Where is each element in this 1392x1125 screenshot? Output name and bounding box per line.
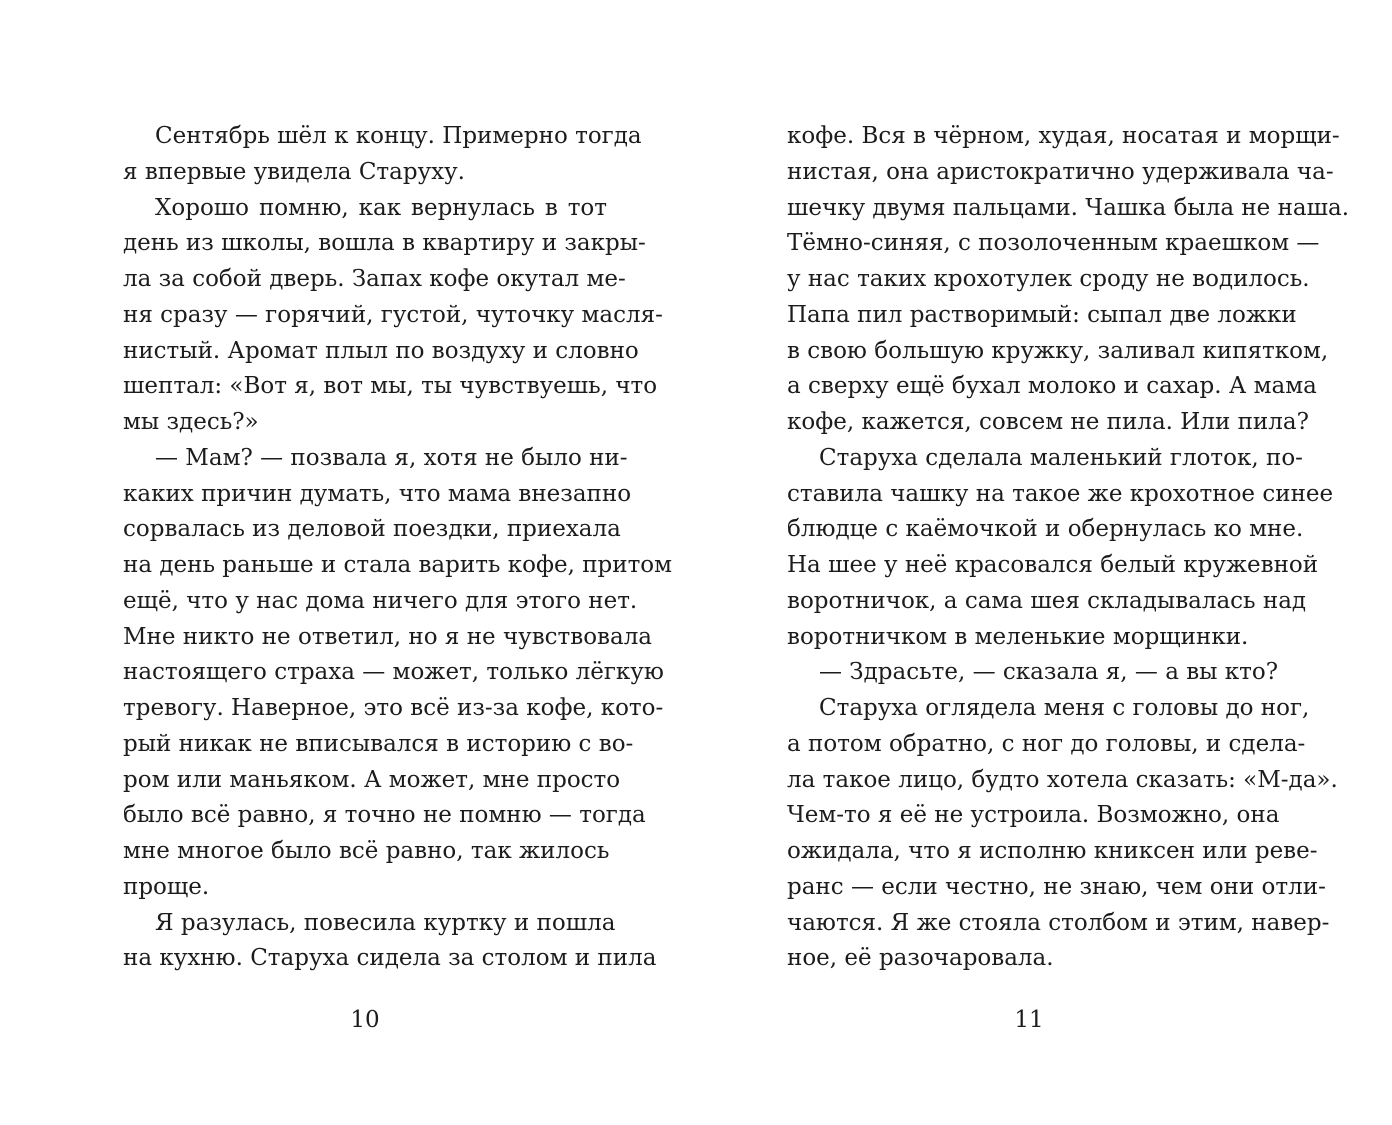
text-line: кофе, кажется, совсем не пила. Или пила?: [787, 409, 1309, 435]
text-line: мне многое было всё равно, так жилось: [123, 838, 610, 864]
text-line: Хорошо помню, как вернулась в тот: [155, 194, 607, 221]
text-line: Тёмно-синяя, с позолоченным краешком —: [787, 230, 1320, 257]
text-line: воротничком в меленькие морщинки.: [787, 623, 1249, 650]
text-line: — Здрасьте, — сказала я, — а вы кто?: [819, 659, 1279, 686]
text-line: а сверху ещё бухал молоко и сахар. А мама: [787, 373, 1317, 400]
text-line: ожидала, что я исполню книксен или реве-: [787, 838, 1318, 864]
text-line: Я разулась, повесила куртку и пошла: [155, 909, 616, 936]
text-line: в свою большую кружку, заливал кипятком,: [787, 337, 1329, 364]
text-line: Старуха сделала маленький глоток, по-: [819, 444, 1303, 471]
text-line: у нас таких крохотулек сроду не водилось.: [787, 266, 1310, 292]
text-line: я впервые увидела Старуху.: [123, 158, 465, 185]
page-number-right: 11: [1014, 1007, 1044, 1033]
text-line: ром или маньяком. А может, мне просто: [123, 766, 621, 793]
text-line: тревогу. Наверное, это всё из-за кофе, кото-: [123, 695, 664, 721]
text-line: — Мам? — позвала я, хотя не было ни-: [155, 444, 628, 471]
text-line: Мне никто не ответил, но я не чувствовала: [123, 623, 653, 650]
text-line: ное, её разочаровала.: [787, 945, 1054, 972]
text-line: на кухню. Старуха сидела за столом и пила: [123, 945, 657, 972]
text-line: день из школы, вошла в квартиру и закры-: [123, 230, 646, 257]
text-line: чаются. Я же стояла столбом и этим, навер-: [787, 909, 1330, 936]
text-line: воротничок, а сама шея складывалась над: [787, 587, 1307, 614]
right-page: [787, 119, 1350, 977]
text-line: нистая, она аристократично удерживала ча-: [787, 158, 1334, 185]
text-line: ня сразу — горячий, густой, чуточку масля-: [123, 301, 663, 328]
text-line: было всё равно, я точно не помню — тогда: [123, 802, 646, 829]
text-line: ещё, что у нас дома ничего для этого нет.: [123, 587, 638, 614]
text-line: мы здесь?»: [123, 409, 259, 435]
text-line: на день раньше и стала варить кофе, притом: [123, 552, 673, 578]
text-line: а потом обратно, с ног до головы, и сдела-: [787, 730, 1306, 757]
text-line: ла за собой дверь. Запах кофе окутал ме-: [123, 266, 626, 292]
text-line: настоящего страха — может, только лёгкую: [123, 659, 664, 686]
page-number-left: 10: [350, 1007, 380, 1033]
text-line: Чем-то я её не устроила. Возможно, она: [787, 802, 1280, 829]
text-line: Сентябрь шёл к концу. Примерно тогда: [155, 123, 642, 149]
text-line: ставила чашку на такое же крохотное синее: [787, 480, 1334, 507]
text-line: кофе. Вся в чёрном, худая, носатая и морщи-: [787, 123, 1340, 149]
text-line: каких причин думать, что мама внезапно: [123, 480, 632, 507]
text-line: Старуха оглядела меня с головы до ног,: [819, 695, 1310, 721]
text-line: нистый. Аромат плыл по воздуху и словно: [123, 337, 639, 364]
text-line: сорвалась из деловой поездки, приехала: [123, 516, 621, 543]
text-line: рый никак не вписывался в историю с во-: [123, 730, 634, 757]
text-line: Папа пил растворимый: сыпал две ложки: [787, 301, 1297, 328]
text-line: проще.: [123, 873, 210, 900]
text-line: блюдце с каёмочкой и обернулась ко мне.: [787, 516, 1304, 543]
text-line: ранс — если честно, не знаю, чем они отли-: [787, 873, 1326, 900]
left-page: [123, 119, 673, 977]
text-line: ла такое лицо, будто хотела сказать: «М-да».: [787, 766, 1338, 793]
text-line: шечку двумя пальцами. Чашка была не наша.: [787, 194, 1350, 221]
text-line: шептал: «Вот я, вот мы, ты чувствуешь, что: [123, 373, 658, 400]
text-line: На шее у неё красовался белый кружевной: [787, 552, 1319, 578]
